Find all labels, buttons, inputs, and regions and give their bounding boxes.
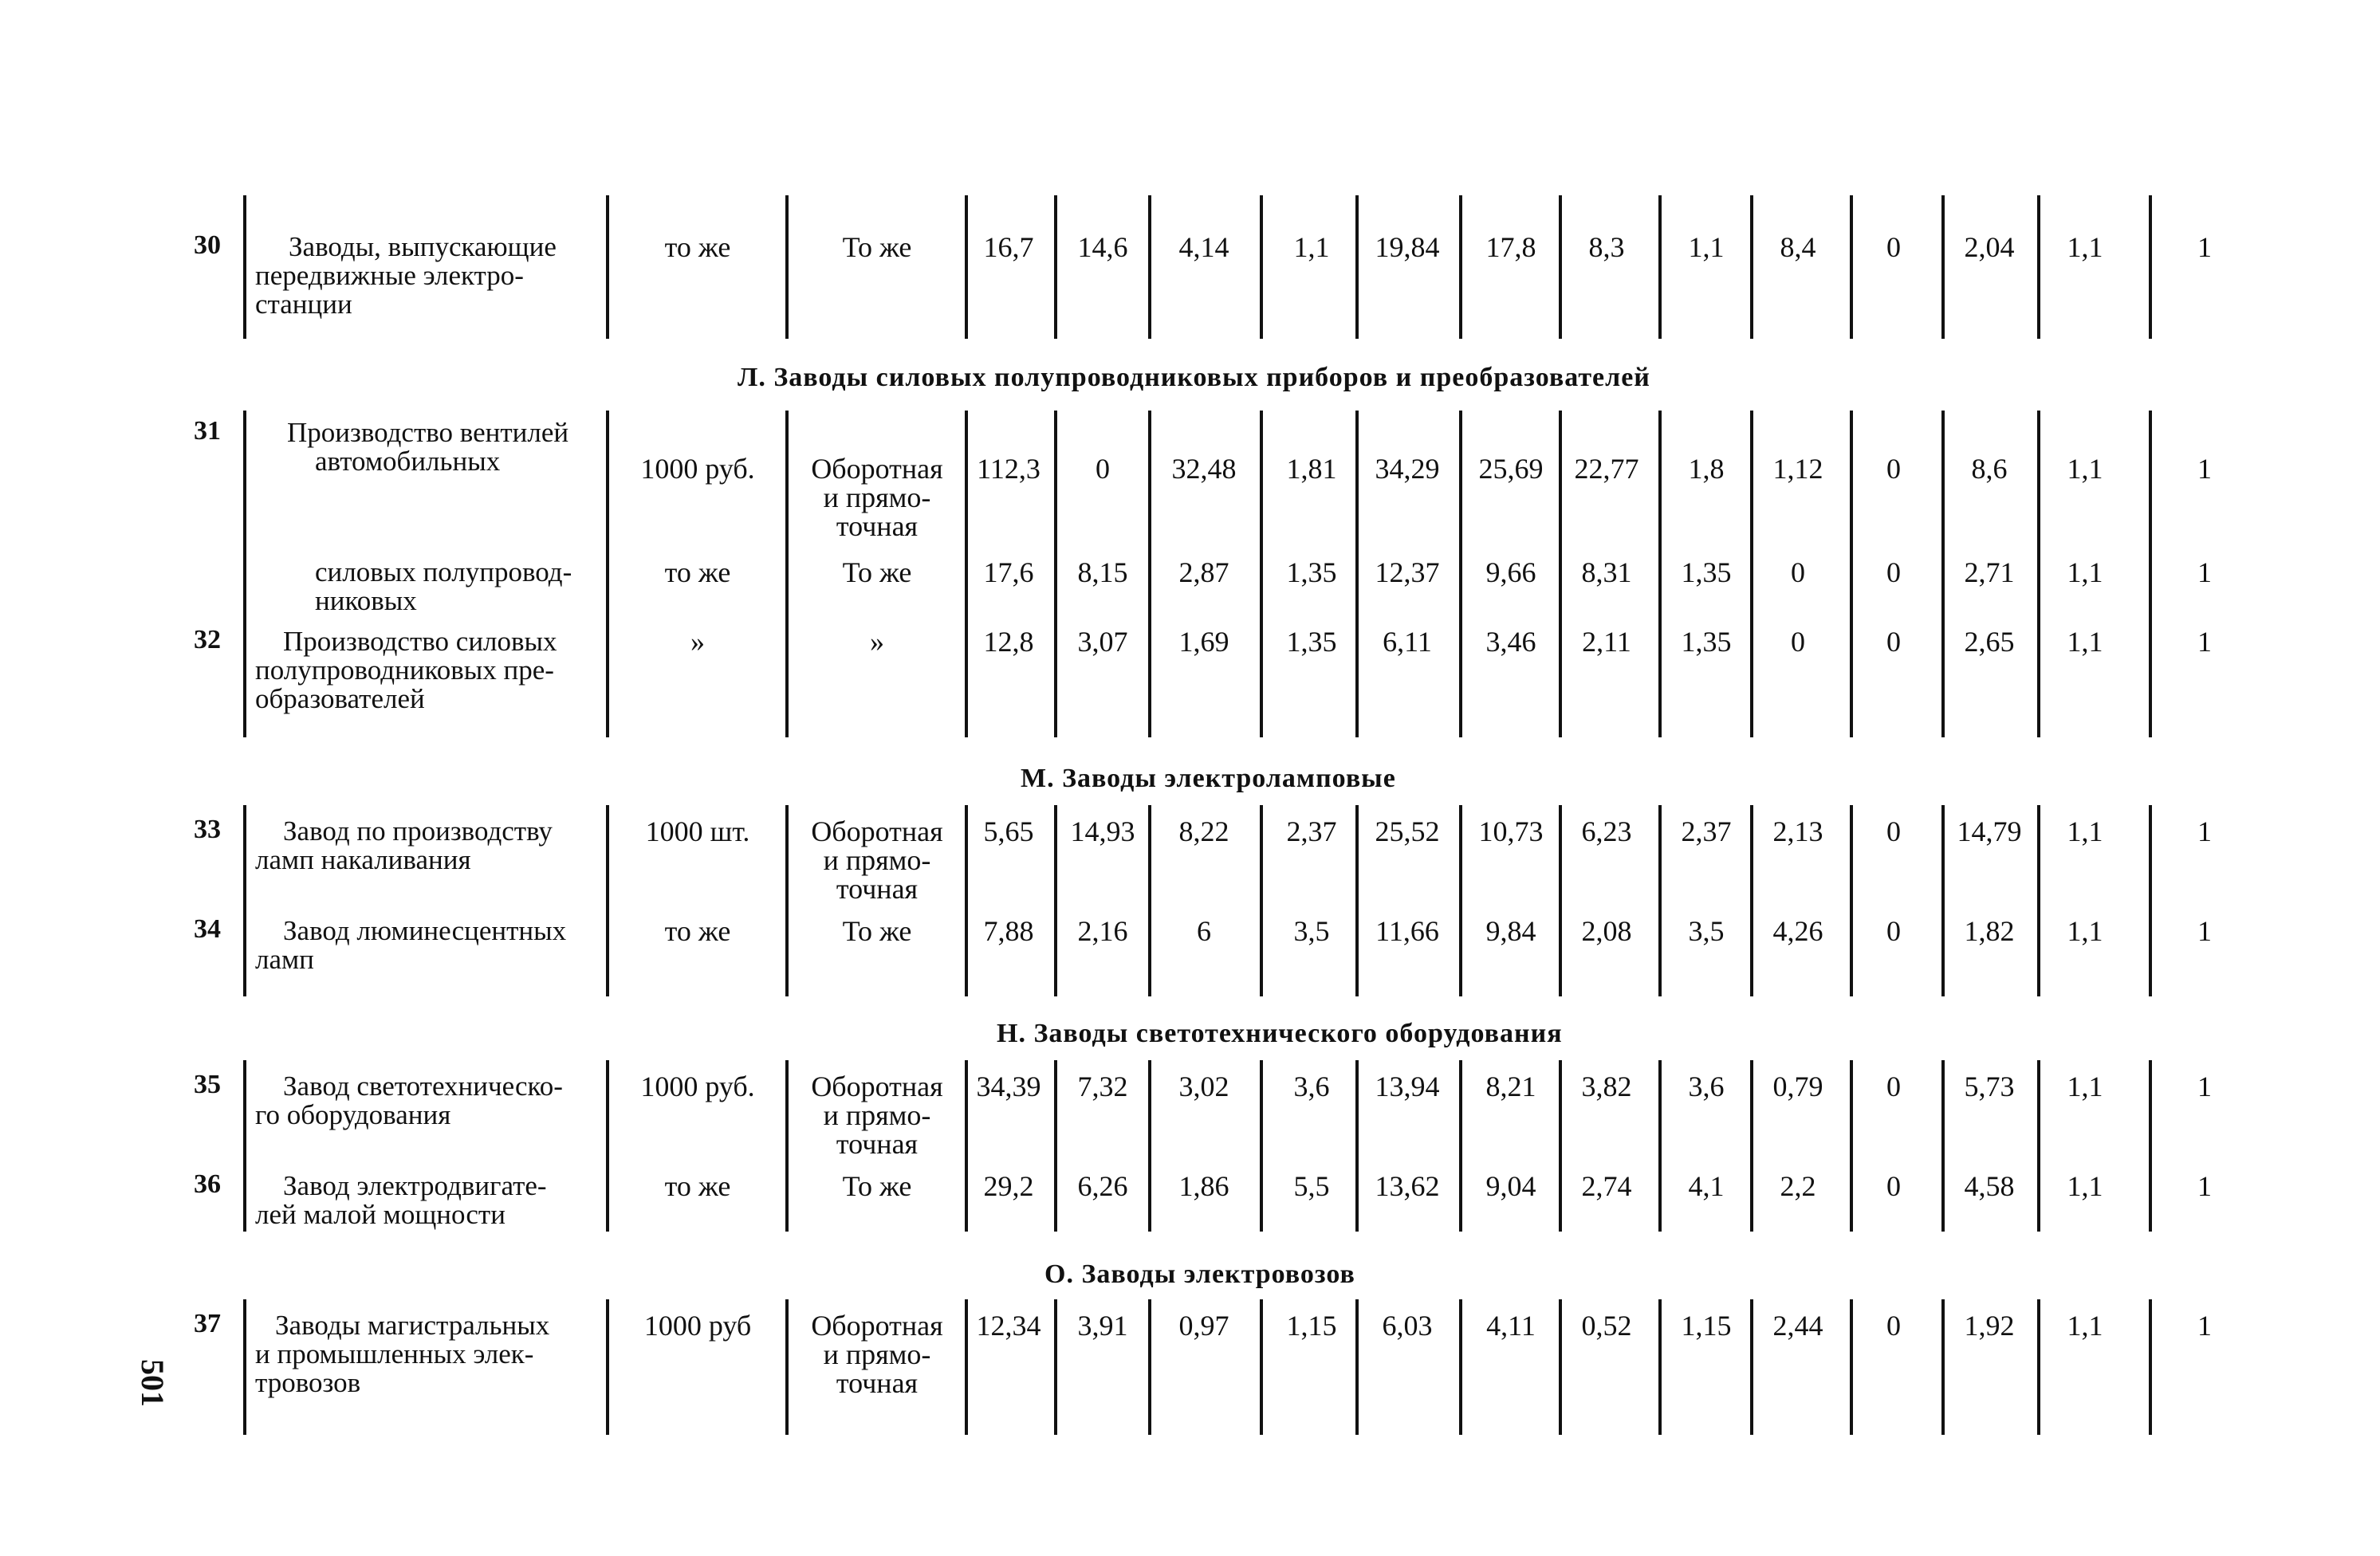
value-cell: 1	[2197, 1310, 2212, 1342]
column-rule	[1850, 195, 1853, 339]
value-cell: 1,1	[2067, 1310, 2103, 1342]
column-rule	[2037, 195, 2040, 339]
item-name-line: Завод по производству	[283, 815, 553, 847]
pricing-kind-line: и прямо-	[823, 481, 931, 513]
unit-cell: то же	[664, 556, 731, 588]
value-cell: 34,29	[1375, 453, 1440, 485]
column-rule	[785, 195, 789, 339]
value-cell: 2,65	[1964, 626, 2015, 658]
value-cell: 3,91	[1077, 1310, 1128, 1342]
item-name-line: никовых	[315, 585, 417, 616]
value-cell: 2,11	[1582, 626, 1631, 658]
item-name-line: передвижные электро-	[255, 260, 524, 291]
value-cell: 17,8	[1485, 231, 1536, 263]
column-rule	[606, 805, 609, 996]
value-cell: 0,52	[1581, 1310, 1632, 1342]
value-cell: 16,7	[983, 231, 1034, 263]
item-name-line: Производство вентилей	[287, 417, 569, 448]
value-cell: 1	[2197, 453, 2212, 485]
value-cell: 1	[2197, 915, 2212, 947]
value-cell: 112,3	[977, 453, 1041, 485]
row-number: 35	[194, 1070, 221, 1099]
value-cell: 3,5	[1293, 915, 1330, 947]
row-number: 34	[194, 914, 221, 944]
value-cell: 0,79	[1772, 1071, 1823, 1102]
value-cell: 4,1	[1688, 1170, 1725, 1202]
value-cell: 8,3	[1588, 231, 1625, 263]
column-rule	[1260, 1299, 1263, 1435]
row-number: 36	[194, 1169, 221, 1199]
item-name-line: го оборудования	[255, 1099, 451, 1130]
value-cell: 1	[2197, 1071, 2212, 1102]
column-rule	[243, 1299, 246, 1435]
column-rule	[1459, 1060, 1462, 1232]
value-cell: 0	[1886, 1310, 1901, 1342]
value-cell: 6,03	[1382, 1310, 1433, 1342]
section-title: Н. Заводы светотехнического оборудования	[997, 1019, 1563, 1048]
value-cell: 2,37	[1286, 815, 1337, 847]
column-rule	[1260, 195, 1263, 339]
item-name-line: ламп	[255, 944, 314, 975]
pricing-kind-line: То же	[842, 1170, 912, 1202]
value-cell: 32,48	[1171, 453, 1237, 485]
value-cell: 5,65	[983, 815, 1034, 847]
pricing-kind-line: Оборотная	[811, 815, 943, 847]
column-rule	[785, 805, 789, 996]
item-name-line: образователей	[255, 683, 425, 714]
value-cell: 2,74	[1581, 1170, 1632, 1202]
unit-cell: то же	[664, 231, 731, 263]
pricing-kind-line: точная	[836, 1367, 919, 1399]
column-rule	[2149, 1060, 2152, 1232]
value-cell: 1,35	[1681, 556, 1732, 588]
value-cell: 14,79	[1957, 815, 2022, 847]
column-rule	[1941, 195, 1945, 339]
value-cell: 1,1	[2067, 556, 2103, 588]
value-cell: 1,35	[1286, 626, 1337, 658]
value-cell: 1,1	[1293, 231, 1330, 263]
pricing-kind-line: и прямо-	[823, 844, 931, 876]
value-cell: 2,16	[1077, 915, 1128, 947]
column-rule	[1459, 1299, 1462, 1435]
value-cell: 25,52	[1375, 815, 1440, 847]
value-cell: 1,15	[1681, 1310, 1732, 1342]
column-rule	[1750, 195, 1753, 339]
unit-cell: 1000 руб.	[640, 453, 755, 485]
value-cell: 1,15	[1286, 1310, 1337, 1342]
pricing-kind-line: Оборотная	[811, 453, 943, 485]
value-cell: 1,82	[1964, 915, 2015, 947]
pricing-kind-line: Оборотная	[811, 1310, 943, 1342]
pricing-kind-line: То же	[842, 915, 912, 947]
row-number: 32	[194, 625, 221, 654]
value-cell: 3,6	[1688, 1071, 1725, 1102]
value-cell: 1	[2197, 626, 2212, 658]
column-rule	[1459, 805, 1462, 996]
value-cell: 1,12	[1772, 453, 1823, 485]
column-rule	[785, 1060, 789, 1232]
value-cell: 2,04	[1964, 231, 2015, 263]
value-cell: 2,2	[1780, 1170, 1816, 1202]
column-rule	[2149, 805, 2152, 996]
item-name-line: и промышленных элек-	[255, 1338, 534, 1369]
pricing-kind-line: точная	[836, 510, 919, 542]
unit-cell: то же	[664, 915, 731, 947]
value-cell: 1,1	[2067, 915, 2103, 947]
value-cell: 3,46	[1485, 626, 1536, 658]
row-number: 37	[194, 1309, 221, 1338]
value-cell: 14,93	[1070, 815, 1135, 847]
value-cell: 5,73	[1964, 1071, 2015, 1102]
value-cell: 13,62	[1375, 1170, 1440, 1202]
value-cell: 22,77	[1574, 453, 1639, 485]
value-cell: 5,5	[1293, 1170, 1330, 1202]
item-name-line: автомобильных	[315, 446, 501, 477]
value-cell: 6,23	[1581, 815, 1632, 847]
pricing-kind-line: точная	[836, 873, 919, 905]
value-cell: 3,02	[1178, 1071, 1229, 1102]
value-cell: 4,11	[1486, 1310, 1536, 1342]
value-cell: 4,14	[1178, 231, 1229, 263]
column-rule	[243, 195, 246, 339]
column-rule	[606, 1299, 609, 1435]
value-cell: 1	[2197, 1170, 2212, 1202]
value-cell: 8,21	[1485, 1071, 1536, 1102]
value-cell: 1,69	[1178, 626, 1229, 658]
value-cell: 9,66	[1485, 556, 1536, 588]
value-cell: 1,35	[1286, 556, 1337, 588]
column-rule	[1459, 411, 1462, 737]
column-rule	[606, 411, 609, 737]
value-cell: 1	[2197, 556, 2212, 588]
item-name-line: лей малой мощности	[255, 1199, 506, 1230]
pricing-kind-line: То же	[842, 556, 912, 588]
value-cell: 8,15	[1077, 556, 1128, 588]
value-cell: 1,8	[1688, 453, 1725, 485]
column-rule	[1260, 1060, 1263, 1232]
column-rule	[606, 195, 609, 339]
item-name-line: Завод светотехническо-	[283, 1071, 563, 1102]
value-cell: 17,6	[983, 556, 1034, 588]
value-cell: 3,82	[1581, 1071, 1632, 1102]
section-title: М. Заводы электроламповые	[1021, 764, 1396, 793]
value-cell: 1,86	[1178, 1170, 1229, 1202]
item-name-line: станции	[255, 289, 352, 320]
value-cell: 0	[1886, 453, 1901, 485]
value-cell: 12,34	[976, 1310, 1041, 1342]
value-cell: 0	[1096, 453, 1110, 485]
unit-cell: »	[690, 626, 705, 658]
value-cell: 0	[1886, 556, 1901, 588]
column-rule	[785, 411, 789, 737]
value-cell: 2,71	[1964, 556, 2015, 588]
value-cell: 10,73	[1478, 815, 1544, 847]
item-name-line: Завод люминесцентных	[283, 915, 567, 946]
value-cell: 0	[1886, 626, 1901, 658]
section-title: Л. Заводы силовых полупроводниковых приборов и преобразователей	[738, 363, 1650, 392]
value-cell: 2,13	[1772, 815, 1823, 847]
row-number: 33	[194, 815, 221, 844]
value-cell: 0	[1886, 915, 1901, 947]
item-name-line: Производство силовых	[283, 626, 557, 657]
value-cell: 1,1	[2067, 815, 2103, 847]
value-cell: 0	[1886, 231, 1901, 263]
column-rule	[1658, 195, 1662, 339]
value-cell: 8,22	[1178, 815, 1229, 847]
value-cell: 19,84	[1375, 231, 1440, 263]
value-cell: 2,08	[1581, 915, 1632, 947]
value-cell: 1	[2197, 815, 2212, 847]
value-cell: 8,31	[1581, 556, 1632, 588]
value-cell: 1	[2197, 231, 2212, 263]
value-cell: 3,5	[1688, 915, 1725, 947]
pricing-kind-line: »	[870, 626, 884, 658]
column-rule	[785, 1299, 789, 1435]
value-cell: 0	[1886, 815, 1901, 847]
value-cell: 1,1	[2067, 453, 2103, 485]
column-rule	[1148, 195, 1151, 339]
value-cell: 12,8	[983, 626, 1034, 658]
value-cell: 1,1	[2067, 231, 2103, 263]
pricing-kind-line: и прямо-	[823, 1099, 931, 1131]
value-cell: 0	[1791, 626, 1805, 658]
unit-cell: 1000 руб	[643, 1310, 752, 1342]
unit-cell: 1000 шт.	[645, 815, 750, 847]
column-rule	[1355, 195, 1359, 339]
pricing-kind-line: Оборотная	[811, 1071, 943, 1102]
value-cell: 11,66	[1375, 915, 1439, 947]
unit-cell: 1000 руб.	[640, 1071, 755, 1102]
value-cell: 1,81	[1286, 453, 1337, 485]
value-cell: 2,44	[1772, 1310, 1823, 1342]
column-rule	[2149, 411, 2152, 737]
unit-cell: то же	[664, 1170, 731, 1202]
item-name-line: ламп накаливания	[255, 844, 471, 875]
column-rule	[1054, 195, 1057, 339]
pricing-kind-line: и прямо-	[823, 1338, 931, 1370]
value-cell: 4,26	[1772, 915, 1823, 947]
value-cell: 2,37	[1681, 815, 1732, 847]
value-cell: 9,04	[1485, 1170, 1536, 1202]
value-cell: 7,32	[1077, 1071, 1128, 1102]
column-rule	[1459, 195, 1462, 339]
pricing-kind-line: То же	[842, 231, 912, 263]
column-rule	[243, 411, 246, 737]
value-cell: 3,07	[1077, 626, 1128, 658]
value-cell: 4,58	[1964, 1170, 2015, 1202]
column-rule	[1260, 411, 1263, 737]
value-cell: 0	[1886, 1071, 1901, 1102]
section-title: О. Заводы электровозов	[1044, 1259, 1355, 1289]
item-name-line: тровозов	[255, 1367, 361, 1398]
value-cell: 0	[1886, 1170, 1901, 1202]
value-cell: 6,26	[1077, 1170, 1128, 1202]
value-cell: 0	[1791, 556, 1805, 588]
value-cell: 8,4	[1780, 231, 1816, 263]
value-cell: 3,6	[1293, 1071, 1330, 1102]
pricing-kind-line: точная	[836, 1128, 919, 1160]
value-cell: 1,35	[1681, 626, 1732, 658]
column-rule	[1559, 195, 1562, 339]
value-cell: 8,6	[1971, 453, 2008, 485]
value-cell: 7,88	[983, 915, 1034, 947]
column-rule	[2149, 1299, 2152, 1435]
value-cell: 1,1	[1688, 231, 1725, 263]
column-rule	[243, 805, 246, 996]
page-number: 501	[135, 1359, 171, 1407]
item-name-line: Завод электродвигате-	[283, 1170, 547, 1201]
value-cell: 13,94	[1375, 1071, 1440, 1102]
value-cell: 12,37	[1375, 556, 1440, 588]
value-cell: 2,87	[1178, 556, 1229, 588]
value-cell: 6	[1197, 915, 1211, 947]
item-name-line: Заводы магистральных	[275, 1310, 550, 1341]
column-rule	[243, 1060, 246, 1232]
value-cell: 0,97	[1178, 1310, 1229, 1342]
item-name-line: Заводы, выпускающие	[289, 231, 557, 262]
column-rule	[606, 1060, 609, 1232]
value-cell: 1,92	[1964, 1310, 2015, 1342]
item-name-line: полупроводниковых пре-	[255, 654, 554, 686]
value-cell: 9,84	[1485, 915, 1536, 947]
value-cell: 25,69	[1478, 453, 1544, 485]
value-cell: 34,39	[976, 1071, 1041, 1102]
item-name-line: силовых полупровод-	[315, 556, 572, 587]
value-cell: 1,1	[2067, 1071, 2103, 1102]
column-rule	[1260, 805, 1263, 996]
row-number: 31	[194, 416, 221, 446]
value-cell: 29,2	[983, 1170, 1034, 1202]
value-cell: 14,6	[1077, 231, 1128, 263]
value-cell: 1,1	[2067, 626, 2103, 658]
column-rule	[2149, 195, 2152, 339]
row-number: 30	[194, 230, 221, 260]
value-cell: 6,11	[1383, 626, 1432, 658]
value-cell: 1,1	[2067, 1170, 2103, 1202]
column-rule	[965, 195, 968, 339]
